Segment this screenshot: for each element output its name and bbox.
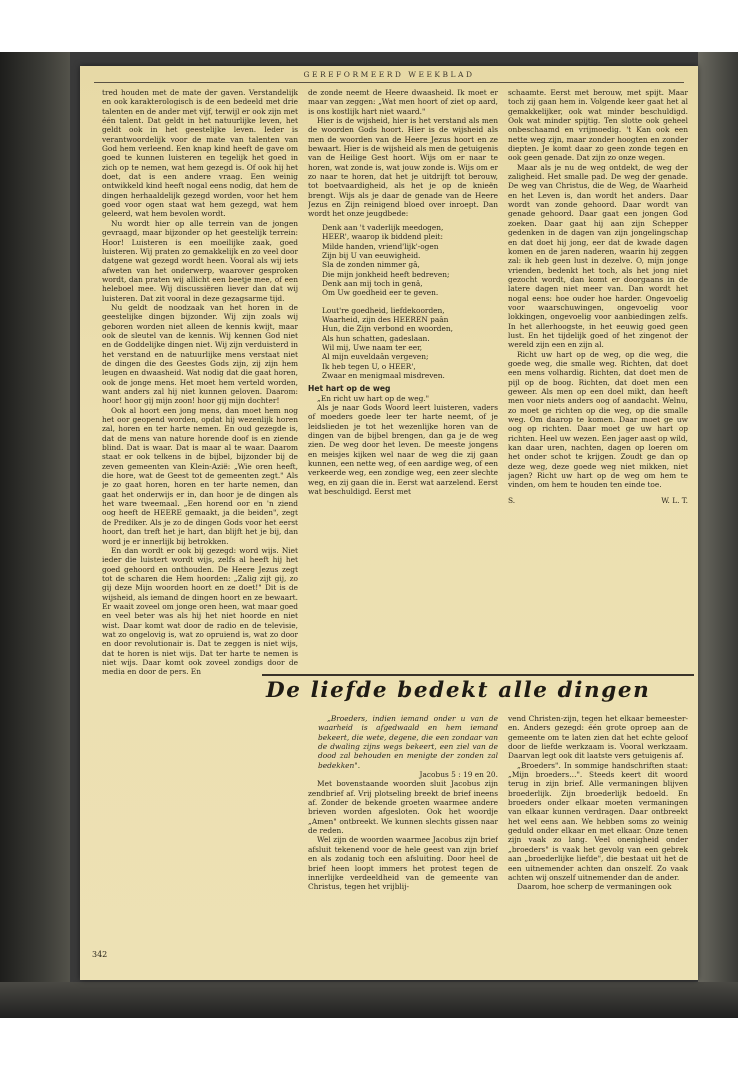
paragraph: Wel zijn de woorden waarmee Jacobus zijn brief afsluit tekenend voor de hele geest van zijn brief en als zodanig toch een afsluiting. Door heel de brief heen loopt immers het protest tegen de innerlijke verdeeldheid van de gemeente van Christus, tegen het vrijblij-: [308, 835, 498, 892]
article-rule: [262, 674, 694, 676]
poem-line: Sla de zonden nimmer gâ,: [322, 260, 420, 270]
paragraph: En dan wordt er ook bij gezegd: word wijs. Niet ieder die luistert wordt wijs, zelfs al heeft hij het goed gehoord en onthouden. De Heere Jezus zegt tot de scharen die Hem hoorden: „Zalig zijt gij, zo gij deze Mijn woorden hoort en ze doet!" Dit is de wijsheid, als iemand de dingen hoort en ze bewaart. Er waait zoveel om jonge oren heen, wat maar goed en veel beter was als hij het niet hoorde en niet wist. Daar komt wat door de radio en de televisie, wat zo ongelovig is, wat zo opruiend is, wat zo door en door revolutionair is. Dat te zeggen is niet wijs, dat te horen is niet wijs. Dat ter harte te nemen is niet wijs. Daar komt ook zoveel zondigs door de media en door de pers. En: [102, 545, 298, 677]
poem-line: Zwaar en menigmaal misdreven.: [322, 370, 445, 380]
paragraph: Nu geldt de noodzaak van het horen in de geestelijke dingen bijzonder. Wij zijn zoals wij geboren worden niet alleen de kennis kwijt, maar ook de sleutel van de kennis. Wij kennen God niet en de Goddelijke dingen niet. Wij zijn verduisterd in het verstand en de natuurlijke mens verstaat niet de dingen die des Geestes Gods zijn, zij zijn hem leugen en dwaasheid. Wat nodig dat die gaat horen, ook de jonge mens. Het moet hem verteld worden, want anders zal hij niet kunnen geloven. Daarom: hoor! hoor gij mijn zoon! hoor gij mijn dochter!: [102, 302, 298, 406]
poem-line: Ik heb tegen U, o HEER',: [322, 361, 416, 371]
article-column-right: [508, 714, 688, 950]
paragraph: Daarom, hoe scherp de vermaningen ook: [517, 882, 672, 892]
column-3: [508, 88, 688, 670]
magazine-page: [80, 66, 698, 980]
epigraph: „Broeders, indien iemand onder u van de waarheid is afgedwaald en hem iemand bekeert, die wete, degene, die een zondaar van de dwaling zijns wegs bekeert, een ziel van de dood zal behouden en menigte der zonden zal bedekken".: [318, 714, 498, 770]
scanned-spread: [0, 52, 738, 1018]
poem-line: Zijn bij U van eeuwigheid.: [322, 250, 421, 260]
signature-right: W. L. T.: [661, 495, 688, 505]
poem-line: Als hun schatten, gadeslaan.: [322, 333, 430, 343]
running-head: GEREFORMEERD WEEKBLAD: [303, 70, 475, 79]
poem-line: Al mijn euveldaân vergeven;: [322, 352, 429, 362]
epigraph-reference: Jacobus 5 : 19 en 20.: [419, 770, 498, 780]
poem-line: Denk aan 't vaderlijk meedogen,: [322, 222, 444, 232]
article-title: De liefde bedekt alle dingen: [266, 678, 651, 703]
signature-line: [508, 496, 688, 505]
article-column-left: [308, 714, 498, 950]
column-1: [102, 88, 298, 948]
page-edge-right: [698, 52, 738, 1018]
poem-line: Hun, die Zijn verbond en woorden,: [322, 324, 453, 334]
poem-line: Milde handen, vriend'lijk'-ogen: [322, 241, 439, 251]
poem-line: HEER', waarop ik biddend pleit:: [322, 232, 443, 242]
poem-line: Wil mij, Uwe naam ter eer,: [322, 342, 423, 352]
paragraph: tred houden met de mate der gaven. Verstandelijk en ook karakterologisch is de een bedeeld met drie talenten en de ander met vijf, terwijl er ook zijn met één talent. Dat geldt in het natuurlijke leven, het geldt ook in het geestelijke leven. Ieder is verantwoordelijk voor de mate van talenten van God hem verleend. Een knap kind heeft de gave om goed te kunnen luisteren en tegelijk het goed in zich op te nemen, wat hem gezegd is. Of ook hij het doet, dat is een andere vraag. Een weinig ontwikkeld kind heeft nogal eens nodig, dat hem de dingen herhaaldelijk gezegd worden, voor het hem goed voor ogen staat wat hem gezegd, wat hem geleerd, wat hem bevolen wordt.: [102, 88, 298, 219]
header-rule: [94, 82, 684, 83]
paragraph: Nu wordt hier op alle terrein van de jongen gevraagd, maar bijzonder op het geestelijk terrein: Hoor! Luisteren is een moeilijke zaak, goed luisteren. Wij praten zo gemakkelijk en zo veel door datgene wat gezegd wordt heen. Vooral als wij iets afweten van het onderwerp, waarover gesproken wordt, dan praten wij allicht een beetje mee, of een heleboel mee. Wij discussiëren liever dan dat wij luisteren. Dat zit vooral in deze gezagsarme tijd.: [102, 218, 298, 303]
poem-line: Die mijn jonkheid heeft bedreven;: [322, 269, 450, 279]
paragraph: schaamte. Eerst met berouw, met spijt. Maar toch zij gaan hem in. Volgende keer gaat het al gemakkelijker, ook wat minder beschuldigd. Ook wat minder spijtig. Ten slotte ook geheel onbeschaamd en vrijmoedig. 't Kan ook een nette weg zijn, maar zonder hoogten en zonder diepten. Je komt daar zo geen zonde tegen en ook geen genade. Dat zijn zo onze wegen.: [508, 88, 688, 163]
paragraph: Ook al hoort een jong mens, dan moet hem nog het oor geopend worden, opdat hij wezenlijk horen zal, horen en ter harte nemen. En oud gezegde is, dat de mens van nature horende doof is en ziende blind. Dat is waar. Dat is maar al te waar. Daarom staat er ook telkens in de bijbel, bijzonder bij de zeven gemeenten van Klein-Azië: „Wie oren heeft, die hore, wat de Geest tot de gemeenten zegt." Als je zo gaat horen, horen en ter harte nemen, dan gaat het onderwijs er in, dan hoor je de dingen als het ware tweemaal. „Een horend oor en 'n ziend oog heeft de HEERE gemaakt, ja die beiden", zegt de Prediker. Als je zo de dingen Gods voor het eerst hoort, dan treft het je hart, dan blijft het je bij, dan word je er innerlijk bij betrokken.: [102, 405, 298, 546]
paragraph: vend Christen-zijn, tegen het elkaar bemeester-en. Anders gezegd: één grote oproep aan de gemeente om te laten zien dat het echte geloof door de liefde werkzaam is. Vooral werkzaam. Daarvan legt ook dit laatste vers getuigenis af.: [508, 714, 688, 761]
paragraph: „Broeders". In sommige handschriften staat: „Mijn broeders…". Steeds keert dit woord terug in zijn brief. Alle vermaningen blijven broederlijk. Zijn broederlijk bedoeld. En broeders onder elkaar moeten vermaningen van elkaar kunnen verdragen. Daar ontbreekt het wel eens aan. We hebben soms zo weinig geduld onder elkaar en met elkaar. Onze tenen zijn vaak zo lang. Veel onenigheid onder „broeders" is vaak het gevolg van een gebrek aan „broederlijke liefde", die bestaat uit het de een uitnemender achten dan onszelf. Zo vaak achten wij onszelf uitnemender dan de ander.: [508, 760, 688, 882]
section-heading: Het hart op de weg: [308, 384, 391, 394]
poem-line: Denk aan mij toch in genâ,: [322, 278, 423, 288]
paragraph: Met bovenstaande woorden sluit Jacobus zijn zendbrief af. Vrij plotseling breekt de brief ineens af. Zonder de bekende groeten waarmee andere brieven worden afgesloten. Ook het woordje „Amen" ontbreekt. We kunnen slechts gissen naar de reden.: [308, 779, 498, 836]
poem-line: Waarheid, zijn des HEEREN paân: [322, 314, 449, 324]
paragraph: Richt uw hart op de weg, op die weg, die goede weg, die smalle weg. Richten, dat doet een mens volhardig. Richten, dat doet men de pijl op de boog. Richten, dat doet men een geweer. Als men op een doel mikt, dan heeft men voor niets anders oog of aandacht. Welnu, zo moet ge richten op die weg, op die smalle weg. Om daarop te komen. Daar moet ge uw oog op richten. Daar moet ge uw hart op richten. Heel uw wezen. Een jager aast op wild, kan daar uren, nachten, dagen op loeren om het onder schot te krijgen. Zoudt ge dan op deze weg, deze goede weg niet mikken, niet jagen? Richt uw hart op de weg om hem te vinden, om hem te houden ten einde toe.: [508, 349, 688, 490]
poem-line: Lout're goedheid, liefdekoorden,: [322, 305, 445, 315]
signature-left: S.: [508, 495, 516, 505]
poem-line: Om Uw goedheid eer te geven.: [322, 288, 439, 298]
paragraph: Als je naar Gods Woord leert luisteren, vaders of moeders goede leer ter harte neemt, of je leidslieden je tot het wezenlijke horen van de dingen van de bijbel brengen, dan ga je de weg zien. De weg door het leven. De meeste jongens en meisjes kijken wel naar de weg die zij gaan kunnen, een nette weg, of een aardige weg, of een verkeerde weg, een zondige weg, een zeer slechte weg, en zij gaan die in. Eerst wat aarzelend. Eerst wat beschuldigd. Eerst met: [308, 403, 498, 497]
page-edge-bottom: [0, 982, 738, 1018]
stanza-gap: [322, 298, 498, 306]
psalm-verse: [308, 223, 498, 381]
paragraph: Maar als je nu de weg ontdekt, de weg der zaligheid. Het smalle pad. De weg der genade. De weg van Christus, die de Weg, de Waarheid en het Leven is, dan wordt het anders. Daar wordt van zonde gehoord. Daar wordt van genade gehoord. Daar gaat een jongen God zoeken. Daar gaat hij aan zijn Schepper gedenken in de dagen van zijn jongelingschap en dat doet hij jong, eer dat de kwade dagen komen en de jaren naderen, waarin hij zeggen zal: ik heb geen lust in dezelve. O, mijn jonge vrienden, bedenkt het toch, als het jong niet gezocht wordt, dan komt er doorgaans in de latere dagen niet meer van. Dan wordt het nogal eens: hoe ouder hoe harder. Ongevoelig voor waarschuwingen, ongevoelig voor lokkingen, ongevoelig voor aanbiedingen zelfs. In het allerhoogste, in het eeuwig goed geen lust. En het tijdelijk goed of het zingenot der wereld zijn een en zijn al.: [508, 162, 688, 350]
column-2: [308, 88, 498, 670]
paragraph: Hier is de wijsheid, hier is het verstand als men de woorden Gods hoort. Hier is de wijsheid als men de woorden van de Heere Jezus hoort en ze bewaart. Hier is de wijsheid als men de getuigenis van de Heilige Gest hoort. Wijs om er naar te horen, wat zonde is, wat jouw zonde is. Wijs om er zo naar te horen, dat het je uitdrijft tot berouw, tot boetvaardigheid, als het je op de knieën brengt. Wijs als je daar de genade van de Heere Jezus en Zijn reinigend bloed over inroept. Dan wordt het onze jeugdbede:: [308, 116, 498, 219]
page-number: 342: [92, 950, 108, 959]
paragraph: de zonde neemt de Heere dwaasheid. Ik moet er maar van zeggen: „Wat men hoort of ziet op aard, is ons kostlijk hart niet waard.": [308, 88, 498, 116]
binding-shadow-left: [0, 52, 70, 1018]
quote-line: „En richt uw hart op de weg.": [317, 393, 430, 403]
